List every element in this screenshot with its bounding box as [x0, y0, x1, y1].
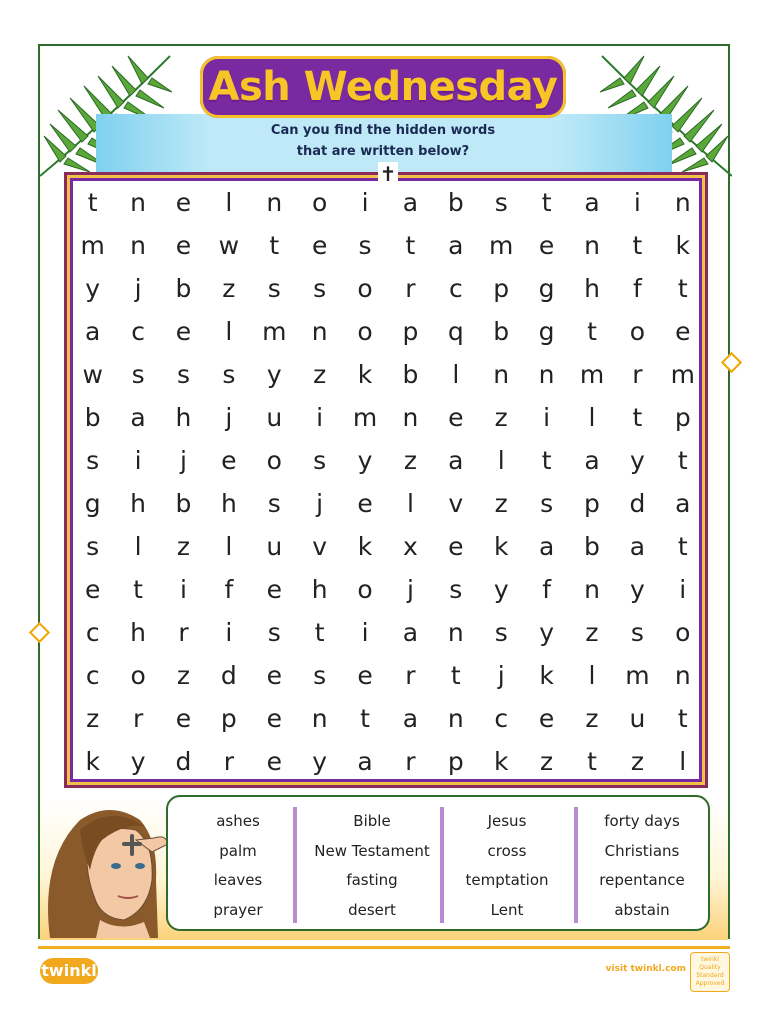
- grid-cell[interactable]: t: [405, 231, 416, 260]
- grid-cell[interactable]: h: [175, 403, 192, 432]
- grid-cell[interactable]: s: [313, 446, 327, 475]
- grid-cell[interactable]: s: [131, 360, 145, 389]
- grid-cell[interactable]: v: [312, 532, 328, 561]
- instructions-line-2: that are written below?: [296, 144, 470, 159]
- grid-cell[interactable]: t: [587, 317, 597, 346]
- grid-cell[interactable]: a: [402, 618, 419, 647]
- grid-cell[interactable]: t: [133, 575, 143, 604]
- grid-cell[interactable]: t: [677, 446, 688, 475]
- grid-cell[interactable]: b: [493, 317, 510, 346]
- grid-cell[interactable]: e: [357, 661, 373, 690]
- grid-cell[interactable]: d: [629, 489, 646, 518]
- grid-cell[interactable]: u: [629, 704, 646, 733]
- grid-cell[interactable]: e: [175, 188, 192, 217]
- grid-cell[interactable]: a: [584, 446, 600, 475]
- grid-cell[interactable]: a: [357, 747, 373, 776]
- grid-cell[interactable]: l: [406, 489, 414, 518]
- grid-cell[interactable]: e: [266, 747, 282, 776]
- word-item: abstain: [614, 900, 670, 919]
- word-item: Bible: [353, 812, 391, 830]
- grid-cell[interactable]: t: [360, 704, 370, 733]
- title-badge: [200, 56, 566, 118]
- grid-cell[interactable]: d: [220, 661, 237, 690]
- grid-cell[interactable]: w: [218, 231, 240, 260]
- grid-cell[interactable]: k: [357, 532, 373, 561]
- grid-cell[interactable]: q: [447, 317, 464, 346]
- grid-cell[interactable]: y: [629, 446, 645, 475]
- grid-cell[interactable]: s: [630, 618, 644, 647]
- grid-cell[interactable]: u: [266, 532, 283, 561]
- grid-cell[interactable]: n: [130, 188, 147, 217]
- grid-cell[interactable]: c: [448, 274, 463, 303]
- grid-cell[interactable]: n: [584, 231, 600, 260]
- grid-cell[interactable]: a: [402, 188, 419, 217]
- grid-cell[interactable]: m: [262, 317, 287, 346]
- grid-cell[interactable]: s: [267, 274, 281, 303]
- page-title: Ash Wednesday: [208, 64, 558, 110]
- grid-cell[interactable]: k: [493, 747, 509, 776]
- grid-cell[interactable]: z: [494, 489, 508, 518]
- grid-cell[interactable]: i: [134, 446, 142, 475]
- grid-cell[interactable]: i: [633, 188, 641, 217]
- grid-cell[interactable]: o: [130, 661, 146, 690]
- word-item: Christians: [604, 841, 680, 860]
- grid-cell[interactable]: t: [450, 661, 461, 690]
- grid-cell[interactable]: s: [222, 360, 236, 389]
- grid-cell[interactable]: c: [494, 704, 509, 733]
- grid-cell[interactable]: o: [357, 317, 373, 346]
- grid-cell[interactable]: t: [632, 231, 643, 260]
- word-item: palm: [219, 841, 257, 860]
- word-column-1: [174, 807, 302, 925]
- grid-cell[interactable]: t: [314, 618, 325, 647]
- grid-cell[interactable]: l: [588, 661, 596, 690]
- grid-cell[interactable]: u: [266, 403, 283, 432]
- grid-cell[interactable]: s: [267, 618, 281, 647]
- grid-cell[interactable]: r: [405, 747, 416, 776]
- grid-cell[interactable]: t: [632, 403, 643, 432]
- grid-cell[interactable]: h: [130, 618, 147, 647]
- grid-cell[interactable]: l: [588, 403, 596, 432]
- grid-cell[interactable]: c: [131, 317, 145, 346]
- footer-line: [38, 946, 730, 949]
- instructions-line-1: Can you find the hidden words: [270, 123, 496, 138]
- grid-cell[interactable]: a: [629, 532, 646, 561]
- grid-cell[interactable]: e: [175, 317, 192, 346]
- grid-cell[interactable]: o: [357, 575, 373, 604]
- grid-cell[interactable]: d: [175, 747, 192, 776]
- grid-cell[interactable]: t: [269, 231, 280, 260]
- grid-cell[interactable]: t: [541, 188, 552, 217]
- grid-cell[interactable]: f: [632, 274, 642, 303]
- grid-cell[interactable]: c: [85, 661, 100, 690]
- word-item: leaves: [213, 871, 263, 889]
- word-item: forty days: [604, 812, 680, 830]
- grid-cell[interactable]: i: [361, 618, 369, 647]
- grid-cell[interactable]: p: [674, 403, 691, 432]
- grid-cell[interactable]: n: [447, 618, 464, 647]
- grid-cell[interactable]: o: [675, 618, 691, 647]
- word-item: Lent: [490, 900, 524, 919]
- grid-cell[interactable]: k: [539, 661, 554, 690]
- word-column-2: [308, 807, 436, 925]
- grid-cell[interactable]: a: [538, 532, 555, 561]
- grid-cell[interactable]: m: [80, 231, 105, 260]
- grid-cell[interactable]: j: [180, 446, 187, 475]
- grid-cell[interactable]: r: [632, 360, 643, 389]
- cross-icon: ✝: [379, 162, 397, 186]
- grid-cell[interactable]: z: [313, 360, 327, 389]
- grid-cell[interactable]: p: [584, 489, 600, 518]
- grid-cell[interactable]: h: [130, 489, 147, 518]
- grid-cell[interactable]: k: [493, 532, 509, 561]
- grid-cell[interactable]: y: [266, 360, 282, 389]
- grid-cell[interactable]: s: [313, 661, 327, 690]
- grid-cell[interactable]: g: [538, 317, 555, 346]
- grid-cell[interactable]: y: [493, 575, 509, 604]
- grid-cell[interactable]: s: [540, 489, 554, 518]
- grid-cell[interactable]: l: [225, 317, 233, 346]
- grid-cell[interactable]: g: [84, 489, 101, 518]
- word-column-3: [443, 807, 571, 925]
- word-column-4: [578, 807, 706, 925]
- grid-cell[interactable]: a: [130, 403, 146, 432]
- grid-cell[interactable]: a: [85, 317, 101, 346]
- grid-cell[interactable]: s: [176, 360, 190, 389]
- grid-cell[interactable]: b: [175, 274, 192, 303]
- grid-cell[interactable]: l: [225, 188, 233, 217]
- grid-cell[interactable]: v: [448, 489, 464, 518]
- grid-cell[interactable]: m: [579, 360, 605, 389]
- grid-cell[interactable]: j: [497, 661, 505, 690]
- grid-cell[interactable]: j: [225, 403, 233, 432]
- grid-cell[interactable]: a: [402, 704, 419, 733]
- grid-cell[interactable]: o: [266, 446, 282, 475]
- grid-cell[interactable]: t: [677, 532, 688, 561]
- instructions: [200, 120, 566, 162]
- grid-cell[interactable]: r: [405, 274, 416, 303]
- grid-cell[interactable]: h: [584, 274, 600, 303]
- girl-with-ash-cross-illustration: [40, 800, 170, 938]
- grid-cell[interactable]: p: [447, 747, 464, 776]
- grid-cell[interactable]: e: [266, 575, 282, 604]
- grid-cell[interactable]: l: [679, 747, 687, 776]
- grid-cell[interactable]: s: [494, 618, 508, 647]
- visit-link[interactable]: visit twinkl.com: [605, 964, 686, 974]
- grid-cell[interactable]: z: [176, 661, 191, 690]
- grid-cell[interactable]: i: [361, 188, 369, 217]
- grid-cell[interactable]: m: [625, 661, 650, 690]
- word-item: fasting: [346, 871, 398, 889]
- grid-cell[interactable]: l: [497, 446, 505, 475]
- grid-cell[interactable]: r: [405, 661, 416, 690]
- grid-cell[interactable]: w: [82, 360, 103, 389]
- grid-cell[interactable]: l: [134, 532, 142, 561]
- grid-cell[interactable]: f: [224, 575, 234, 604]
- grid-cell[interactable]: t: [87, 188, 98, 217]
- grid-cell[interactable]: e: [266, 704, 282, 733]
- column-divider: [293, 807, 297, 923]
- grid-cell[interactable]: a: [448, 231, 464, 260]
- grid-cell[interactable]: x: [403, 532, 418, 561]
- grid-cell[interactable]: n: [311, 704, 328, 733]
- grid-cell[interactable]: n: [493, 360, 510, 389]
- grid-cell[interactable]: y: [629, 575, 645, 604]
- grid-cell[interactable]: k: [85, 747, 100, 776]
- grid-cell[interactable]: y: [85, 274, 101, 303]
- grid-cell[interactable]: n: [584, 575, 600, 604]
- grid-cell[interactable]: t: [677, 274, 688, 303]
- grid-cell[interactable]: a: [448, 446, 464, 475]
- grid-cell[interactable]: j: [316, 489, 324, 518]
- grid-cell[interactable]: e: [266, 661, 282, 690]
- grid-cell[interactable]: b: [84, 403, 101, 432]
- grid-cell[interactable]: n: [538, 360, 555, 389]
- grid-cell[interactable]: h: [220, 489, 237, 518]
- grid-cell[interactable]: o: [357, 274, 373, 303]
- grid-cell[interactable]: p: [402, 317, 419, 346]
- grid-cell[interactable]: y: [539, 618, 554, 647]
- grid-cell[interactable]: i: [679, 575, 687, 604]
- grid-cell[interactable]: s: [449, 575, 463, 604]
- word-bank: [166, 795, 710, 931]
- grid-cell[interactable]: i: [180, 575, 187, 604]
- grid-cell[interactable]: o: [312, 188, 328, 217]
- grid-cell[interactable]: e: [175, 704, 192, 733]
- grid-cell[interactable]: m: [670, 360, 695, 389]
- word-item: ashes: [216, 812, 260, 830]
- grid-cell[interactable]: z: [403, 446, 417, 475]
- grid-cell[interactable]: a: [675, 489, 691, 518]
- grid-cell[interactable]: b: [584, 532, 600, 561]
- grid-cell[interactable]: s: [358, 231, 372, 260]
- grid-cell[interactable]: y: [312, 747, 328, 776]
- grid-cell[interactable]: s: [313, 274, 327, 303]
- grid-cell[interactable]: b: [447, 188, 464, 217]
- grid-cell[interactable]: i: [316, 403, 324, 432]
- grid-cell[interactable]: h: [311, 575, 328, 604]
- grid-cell[interactable]: k: [675, 231, 691, 260]
- grid-cell[interactable]: a: [584, 188, 600, 217]
- wordsearch-grid: [70, 181, 706, 783]
- grid-cell[interactable]: s: [86, 532, 100, 561]
- grid-cell[interactable]: s: [267, 489, 281, 518]
- grid-cell[interactable]: t: [541, 446, 552, 475]
- word-item: repentance: [599, 871, 685, 889]
- twinkl-logo[interactable]: twinkl: [40, 958, 98, 984]
- grid-cell[interactable]: e: [448, 532, 464, 561]
- grid-cell[interactable]: t: [677, 704, 688, 733]
- grid-cell[interactable]: r: [223, 747, 234, 776]
- grid-cell[interactable]: r: [132, 704, 144, 733]
- grid-cell[interactable]: i: [225, 618, 233, 647]
- grid-cell[interactable]: e: [221, 446, 237, 475]
- grid-cell[interactable]: e: [448, 403, 464, 432]
- grid-cell[interactable]: s: [494, 188, 508, 217]
- grid-cell[interactable]: p: [493, 274, 510, 303]
- word-item: cross: [487, 841, 527, 860]
- grid-cell[interactable]: m: [352, 403, 378, 432]
- grid-cell[interactable]: z: [630, 747, 644, 776]
- grid-cell[interactable]: n: [266, 188, 283, 217]
- grid-cell[interactable]: z: [494, 403, 508, 432]
- grid-cell[interactable]: n: [674, 188, 691, 217]
- word-item: Jesus: [487, 812, 527, 830]
- grid-cell[interactable]: n: [447, 704, 464, 733]
- grid-cell[interactable]: z: [176, 532, 191, 561]
- grid-cell[interactable]: j: [406, 575, 414, 604]
- grid-cell[interactable]: e: [538, 704, 555, 733]
- grid-cell[interactable]: z: [540, 747, 554, 776]
- grid-cell[interactable]: e: [538, 231, 555, 260]
- grid-cell[interactable]: n: [130, 231, 147, 260]
- grid-cell[interactable]: c: [85, 618, 100, 647]
- grid-cell[interactable]: e: [357, 489, 373, 518]
- grid-cell[interactable]: n: [311, 317, 328, 346]
- grid-cell[interactable]: l: [225, 532, 233, 561]
- grid-cell[interactable]: n: [674, 661, 691, 690]
- grid-cell[interactable]: i: [543, 403, 551, 432]
- grid-cell[interactable]: e: [311, 231, 328, 260]
- grid-cell[interactable]: r: [178, 618, 189, 647]
- grid-cell[interactable]: y: [357, 446, 373, 475]
- grid-cell[interactable]: k: [357, 360, 373, 389]
- grid-cell[interactable]: p: [220, 704, 237, 733]
- grid-cell[interactable]: j: [134, 274, 142, 303]
- grid-cell[interactable]: z: [86, 704, 100, 733]
- grid-cell[interactable]: f: [542, 575, 551, 604]
- grid-cell[interactable]: s: [86, 446, 100, 475]
- word-item: desert: [348, 900, 396, 919]
- word-item: prayer: [213, 900, 263, 919]
- grid-cell[interactable]: y: [130, 747, 146, 776]
- grid-cell[interactable]: g: [538, 274, 555, 303]
- word-item: New Testament: [314, 841, 430, 860]
- quality-standard-badge: twinkl Quality Standard Approved: [690, 952, 730, 992]
- grid-cell[interactable]: z: [585, 618, 599, 647]
- grid-cell[interactable]: t: [587, 747, 597, 776]
- grid-cell[interactable]: l: [452, 360, 460, 389]
- grid-cell[interactable]: n: [402, 403, 419, 432]
- grid-cell[interactable]: e: [175, 231, 192, 260]
- grid-cell[interactable]: z: [585, 704, 599, 733]
- grid-cell[interactable]: m: [489, 231, 514, 260]
- grid-cell[interactable]: e: [85, 575, 101, 604]
- word-item: temptation: [465, 871, 549, 889]
- grid-cell[interactable]: o: [629, 317, 646, 346]
- grid-cell[interactable]: b: [402, 360, 419, 389]
- grid-cell[interactable]: z: [222, 274, 236, 303]
- grid-cell[interactable]: e: [675, 317, 691, 346]
- grid-cell[interactable]: b: [175, 489, 192, 518]
